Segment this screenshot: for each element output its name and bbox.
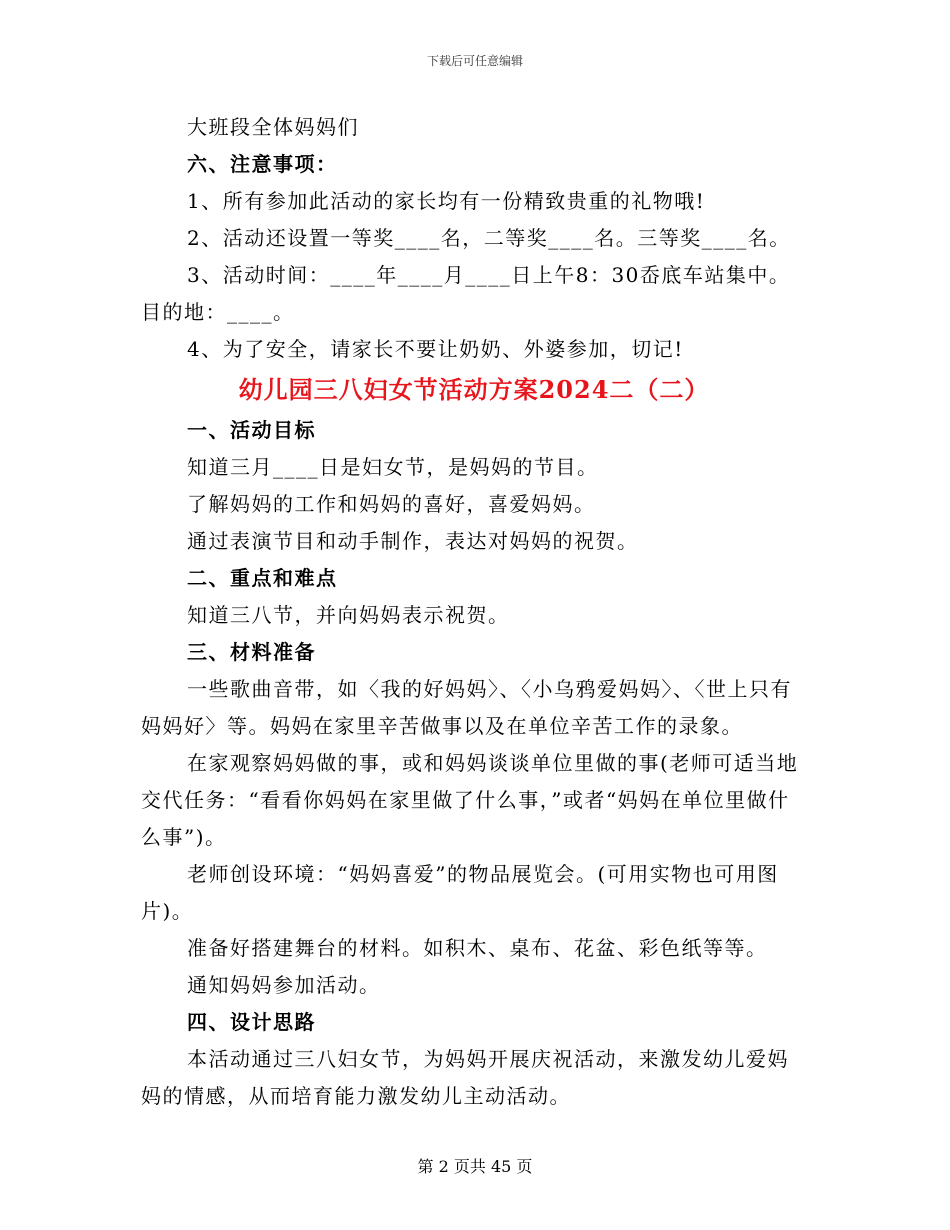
section-heading: 三、材料准备	[187, 640, 316, 664]
paragraph: 本活动通过三八妇女节，为妈妈开展庆祝活动，来激发幼儿爱妈妈的情感，从而培育能力激发幼儿主动活动。	[141, 1047, 789, 1108]
paragraph: 通过表演节目和动手制作，表达对妈妈的祝贺。	[187, 529, 639, 553]
document-body	[141, 109, 807, 1115]
paragraph: 2、活动还设置一等奖____名，二等奖____名。三等奖____名。	[187, 226, 791, 250]
document-title: 幼儿园三八妇女节活动方案2024二（二）	[238, 375, 710, 404]
paragraph: 在家观察妈妈做的事，或和妈妈谈谈单位里做的事(老师可适当地交代任务：“看看你妈妈在家里做了什么事，”或者“妈妈在单位里做什么事”)。	[141, 751, 799, 849]
section-heading: 四、设计思路	[187, 1010, 316, 1034]
section-heading: 二、重点和难点	[187, 566, 338, 590]
paragraphs-before	[141, 109, 807, 368]
section-heading: 一、活动目标	[187, 418, 316, 442]
paragraph: 一些歌曲音带，如〈我的好妈妈〉、〈小乌鸦爱妈妈〉、〈世上只有妈妈好〉等。妈妈在家里辛苦做事以及在单位辛苦工作的录象。	[141, 677, 792, 738]
paragraph: 了解妈妈的工作和妈妈的喜好，喜爱妈妈。	[187, 492, 596, 516]
paragraph: 4、为了安全，请家长不要让奶奶、外婆参加，切记!	[187, 337, 684, 361]
paragraph: 知道三八节，并向妈妈表示祝贺。	[187, 603, 510, 627]
paragraph: 1、所有参加此活动的家长均有一份精致贵重的礼物哦!	[187, 189, 706, 213]
paragraph: 通知妈妈参加活动。	[187, 973, 381, 997]
paragraph: 知道三月____日是妇女节，是妈妈的节目。	[187, 455, 599, 479]
paragraph: 3、活动时间：____年____月____日上午8：30岙底车站集中。目的地：____。	[141, 263, 791, 324]
page-header: 下载后可任意编辑	[426, 54, 523, 68]
paragraphs-after	[141, 412, 807, 1115]
paragraph: 老师创设环境：“妈妈喜爱”的物品展览会。(可用实物也可用图片)。	[141, 862, 779, 923]
paragraph: 准备好搭建舞台的材料。如积木、桌布、花盆、彩色纸等等。	[187, 936, 768, 960]
section-heading: 六、注意事项：	[187, 152, 338, 176]
page-footer: 第 2 页共 45 页	[417, 1157, 533, 1176]
paragraph: 大班段全体妈妈们	[187, 115, 359, 139]
